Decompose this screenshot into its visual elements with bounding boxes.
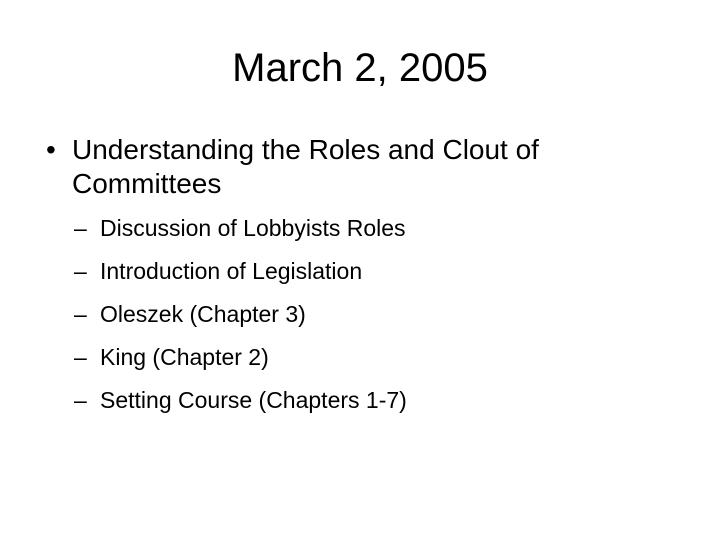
main-bullet [46,133,666,201]
sub-bullet-text: Introduction of Legislation [100,258,363,284]
dash-marker: – [74,301,87,327]
sub-bullet-item [74,301,674,327]
sub-bullet-item [74,215,674,241]
sub-bullet-item [74,344,674,370]
sub-bullet-text: Discussion of Lobbyists Roles [100,215,406,241]
sub-bullet-item [74,387,674,413]
main-bullet-text: Understanding the Roles and Clout of Committees [72,134,539,199]
dash-marker: – [74,258,87,284]
sub-bullet-item [74,258,674,284]
sub-bullet-text: Setting Course (Chapters 1-7) [100,387,407,413]
sub-bullet-list [74,215,674,430]
bullet-marker: • [46,134,56,165]
dash-marker: – [74,344,87,370]
dash-marker: – [74,215,87,241]
sub-bullet-text: King (Chapter 2) [100,344,269,370]
sub-bullet-text: Oleszek (Chapter 3) [100,301,306,327]
dash-marker: – [74,387,87,413]
slide-title: March 2, 2005 [232,46,488,90]
